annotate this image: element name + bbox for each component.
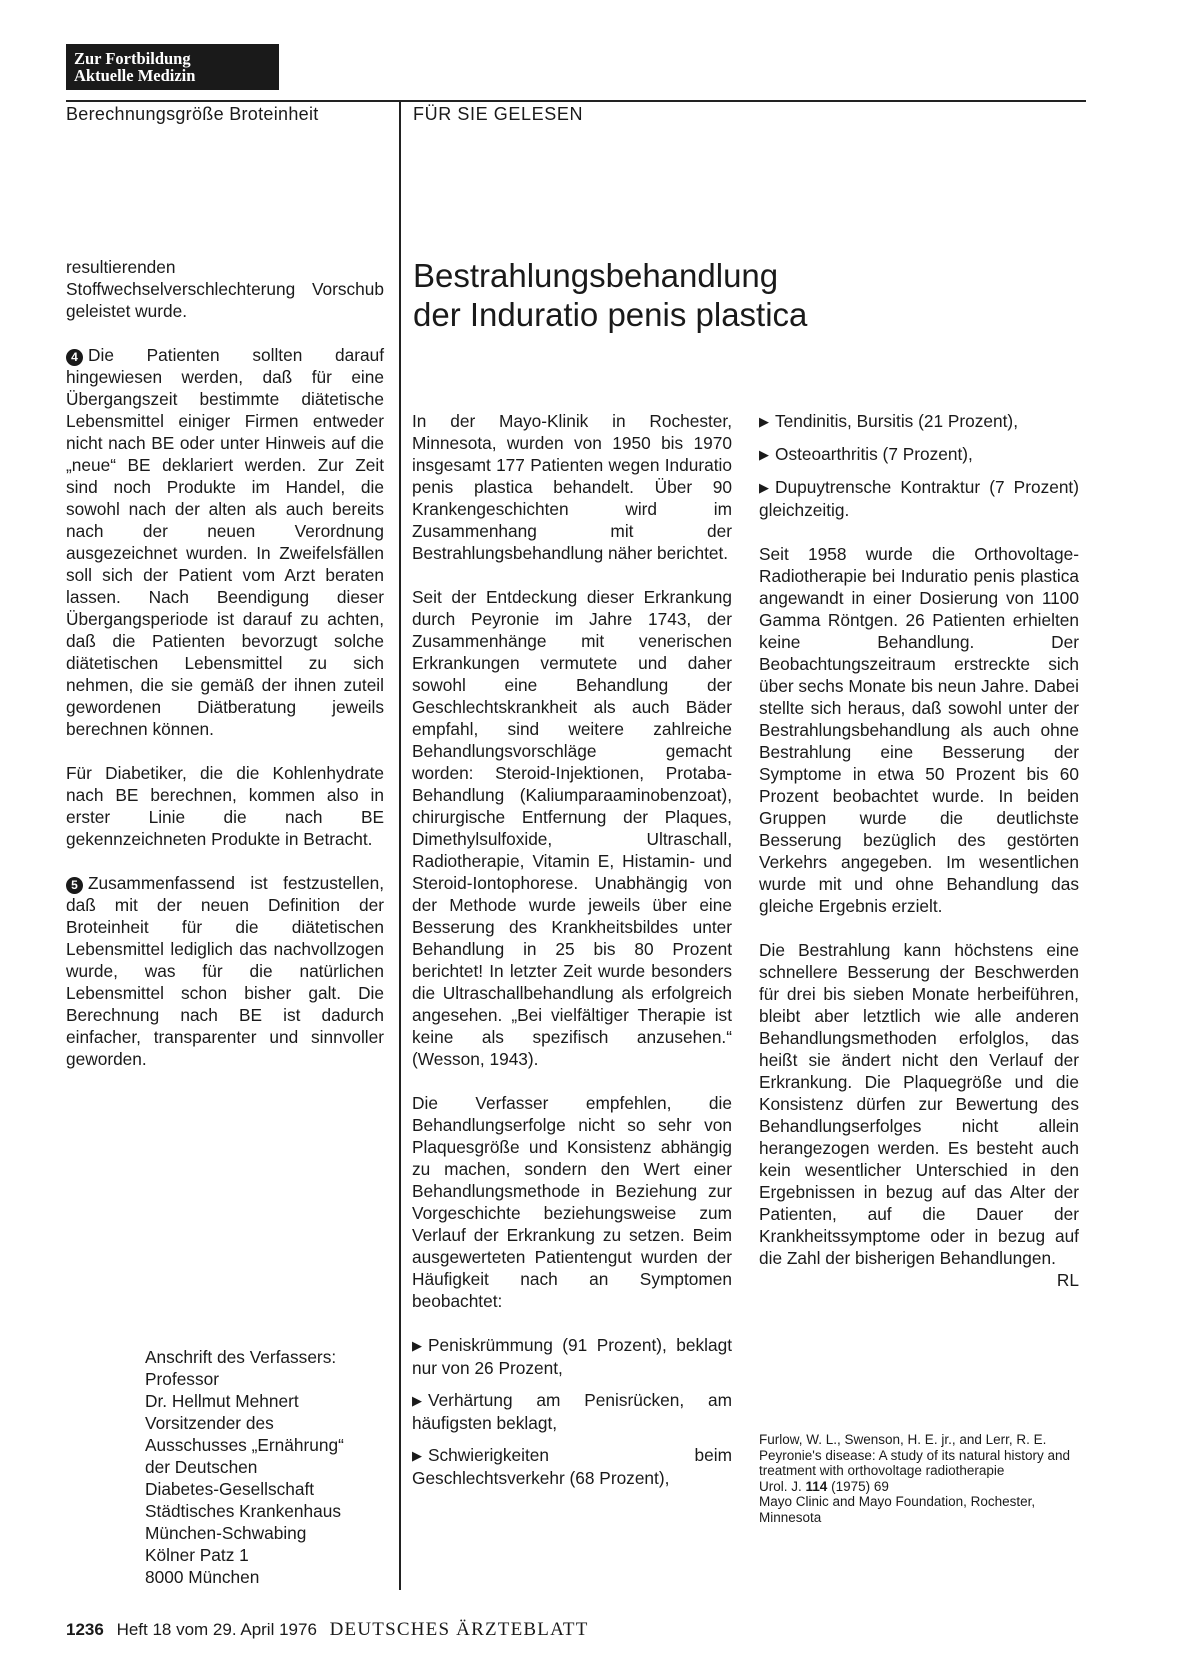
address-line: München-Schwabing: [145, 1523, 307, 1543]
symptom-text: Tendinitis, Bursitis (21 Prozent),: [775, 411, 1018, 431]
column-divider: [399, 100, 401, 1590]
right-column: [759, 410, 1079, 1291]
section-title-left: Berechnungsgröße Broteinheit: [66, 104, 319, 124]
article-title: [413, 256, 1073, 334]
address-line: Diabetes-Gesellschaft: [145, 1479, 315, 1499]
address-line: Ausschusses „Ernährung“: [145, 1435, 344, 1455]
reference-title: Peyronie's disease: A study of its natural history and treatment with orthovoltage radiotherapie: [759, 1447, 1071, 1478]
address-line: Städtisches Krankenhaus: [145, 1501, 341, 1521]
address-line: Professor: [145, 1369, 219, 1389]
references: [759, 1432, 1079, 1525]
item-number-icon: 4: [66, 349, 83, 366]
triangle-bullet-icon: ▶: [412, 1448, 422, 1463]
reference-authors: Furlow, W. L., Swenson, H. E. jr., and Lerr, R. E.: [759, 1432, 1047, 1447]
badge-line-2: Aktuelle Medizin: [74, 66, 196, 85]
symptom-list-item: [759, 476, 1079, 521]
article-paragraph-3: Die Verfasser empfehlen, die Behandlungserfolge nicht so sehr von Plaquesgröße und Konsistenz abhängig zu machen, sondern den Wert einer Behandlungsmethode in Beziehung zur Vorgeschichte beziehungsweise zum Verlauf der Erkrankung zu setzen. Beim ausgewerteten Patientengut wurden der Häufigkeit nach an Symptomen beobachtet:: [412, 1093, 732, 1311]
article-paragraph-4: Seit 1958 wurde die Orthovoltage-Radiotherapie bei Induratio penis plastica angewandt in einer Dosierung von 1100 Gamma Röntgen. 26 Patienten erhielten keine Behandlung. Der Beobachtungszeitraum erstreckte sich über sechs Monate bis neun Jahre. Dabei stellte sich heraus, daß sowohl unter der Bestrahlungsbehandlung als auch ohne Bestrahlung eine Besserung der Symptome in etwa 50 Prozent bis 60 Prozent beobachtet wurde. In beiden Gruppen wurde die deutlichste Besserung bezüglich des gestörten Verkehrs angegeben. Im wesentlichen wurde mit und ohne Behandlung das gleiche Ergebnis erzielt.: [759, 544, 1079, 916]
reference-journal: Urol. J.: [759, 1478, 802, 1494]
symptom-list-item: [759, 410, 1079, 433]
left-paragraph-2: [66, 344, 384, 740]
triangle-bullet-icon: ▶: [412, 1338, 422, 1353]
symptom-text: Dupuytrensche Kontraktur (7 Prozent) gleichzeitig.: [759, 477, 1079, 520]
page-footer: [66, 1619, 589, 1641]
issue-info: Heft 18 vom 29. April 1976: [116, 1620, 317, 1639]
address-line: Vorsitzender des: [145, 1413, 274, 1433]
reference-pages: (1975) 69: [831, 1478, 889, 1494]
item-number-icon: 5: [66, 877, 83, 894]
symptom-list-item: [759, 443, 1079, 466]
left-paragraph-1: resultierenden Stoffwechselverschlechterung Vorschub geleistet wurde.: [66, 257, 384, 321]
symptom-list-item: [412, 1444, 732, 1489]
address-line: 8000 München: [145, 1567, 260, 1587]
article-title-line-1: Bestrahlungsbehandlung: [413, 257, 779, 294]
article-title-line-2: der Induratio penis plastica: [413, 296, 808, 333]
page-number: 1236: [66, 1620, 104, 1639]
address-line: Anschrift des Verfassers:: [145, 1347, 337, 1367]
address-line: Kölner Patz 1: [145, 1545, 249, 1565]
left-paragraph-4: [66, 872, 384, 1070]
middle-column: [412, 410, 732, 1499]
magazine-name: DEUTSCHES ÄRZTEBLATT: [329, 1619, 589, 1640]
triangle-bullet-icon: ▶: [759, 447, 769, 462]
symptom-text: Osteoarthritis (7 Prozent),: [775, 444, 973, 464]
header-rule: [66, 100, 1086, 102]
symptom-text: Schwierigkeiten beim Geschlechtsverkehr (68 Prozent),: [412, 1445, 732, 1488]
reference-affiliation: Mayo Clinic and Mayo Foundation, Rochester, Minnesota: [759, 1494, 1036, 1525]
article-paragraph-5: Die Bestrahlung kann höchstens eine schnellere Besserung der Beschwerden für drei bis sieben Monate herbeiführen, bleibt aber letztlich wie alle anderen Behandlungsmethoden erfolglos, das heißt sie ändert nicht den Verlauf der Erkrankung. Die Plaquegröße und die Konsistenz dürfen zur Bewertung des Behandlungserfolges nicht allein herangezogen werden. Es besteht auch kein wesentlicher Unterschied in den Ergebnissen in bezug auf das Alter der Patienten, auf die Dauer der Krankheitssymptome oder in bezug auf die Zahl der bisherigen Behandlungen.: [759, 940, 1079, 1268]
triangle-bullet-icon: ▶: [759, 480, 769, 495]
symptom-text: Verhärtung am Penisrücken, am häufigsten beklagt,: [412, 1390, 732, 1433]
article-paragraph-2: Seit der Entdeckung dieser Erkrankung durch Peyronie im Jahre 1743, der Zusammenhänge mit venerischen Erkrankungen vermutete und daher sowohl eine Behandlung der Geschlechtskrankheit als auch Bäder empfahl, sind weitere zahlreiche Behandlungsvorschläge gemacht worden: Steroid-Injektionen, Protaba-Behandlung (Kaliumparaaminobenzoat), chirurgische Entfernung der Plaques, Dimethylsulfoxide, Ultraschall, Radiotherapie, Vitamin E, Histamin- und Steroid-Iontophorese. Unabhängig von der Methode wurde jeweils über eine Besserung des Krankheitsbildes unter Behandlung in 25 bis 80 Prozent berichtet! In letzter Zeit wurde besonders die Ultraschallbehandlung als erfolgreich angesehen. „Bei vielfältiger Therapie ist keine als spezifisch anzusehen.“ (Wesson, 1943).: [412, 587, 732, 1069]
reference-volume: 114: [805, 1478, 828, 1494]
author-signature: RL: [1056, 1270, 1079, 1290]
section-badge: [66, 44, 279, 90]
article-paragraph-1: In der Mayo-Klinik in Rochester, Minnesota, wurden von 1950 bis 1970 insgesamt 177 Patienten wegen Induratio penis plastica behandelt. Über 90 Krankengeschichten wird im Zusammenhang mit der Bestrahlungsbehandlung näher berichtet.: [412, 411, 732, 563]
left-paragraph-2-text: Die Patienten sollten darauf hingewiesen werden, daß für eine Übergangszeit bestimmte diätetische Lebensmittel einiger Firmen entweder nicht nach BE oder unter Hinweis auf die „neue“ BE deklariert werden. Zur Zeit sind noch Produkte im Handel, die sowohl nach der alten als auch bereits nach der neuen Verordnung ausgezeichnet wurden. In Zweifelsfällen soll sich der Patient vom Arzt beraten lassen. Nach Beendigung dieser Übergangsperiode ist darauf zu achten, daß die Patienten bevorzugt solche diätetischen Lebensmittel zu sich nehmen, die sie gemäß der ihnen zuteil gewordenen Diätberatung jeweils berechnen können.: [66, 345, 384, 739]
reference-source: [759, 1479, 1079, 1495]
triangle-bullet-icon: ▶: [412, 1393, 422, 1408]
left-paragraph-3: Für Diabetiker, die die Kohlenhydrate nach BE berechnen, kommen also in erster Linie die nach BE gekennzeichneten Produkte in Betracht.: [66, 763, 384, 849]
left-column: [66, 256, 384, 1092]
badge-line-1: Zur Fortbildung: [74, 49, 191, 68]
section-title-right: FÜR SIE GELESEN: [413, 104, 584, 124]
triangle-bullet-icon: ▶: [759, 414, 769, 429]
symptom-list-item: [412, 1389, 732, 1434]
address-line: Dr. Hellmut Mehnert: [145, 1391, 299, 1411]
author-address: [145, 1346, 385, 1588]
symptom-list-item: [412, 1334, 732, 1379]
left-paragraph-4-text: Zusammenfassend ist festzustellen, daß mit der neuen Definition der Broteinheit für die diätetischen Lebensmittel lediglich das nachvollzogen wurde, was für die natürlichen Lebensmittel schon bisher galt. Die Berechnung nach BE ist dadurch einfacher, transparenter und sinnvoller geworden.: [66, 873, 384, 1069]
address-line: der Deutschen: [145, 1457, 258, 1477]
symptom-text: Peniskrümmung (91 Prozent), beklagt nur von 26 Prozent,: [412, 1335, 732, 1378]
